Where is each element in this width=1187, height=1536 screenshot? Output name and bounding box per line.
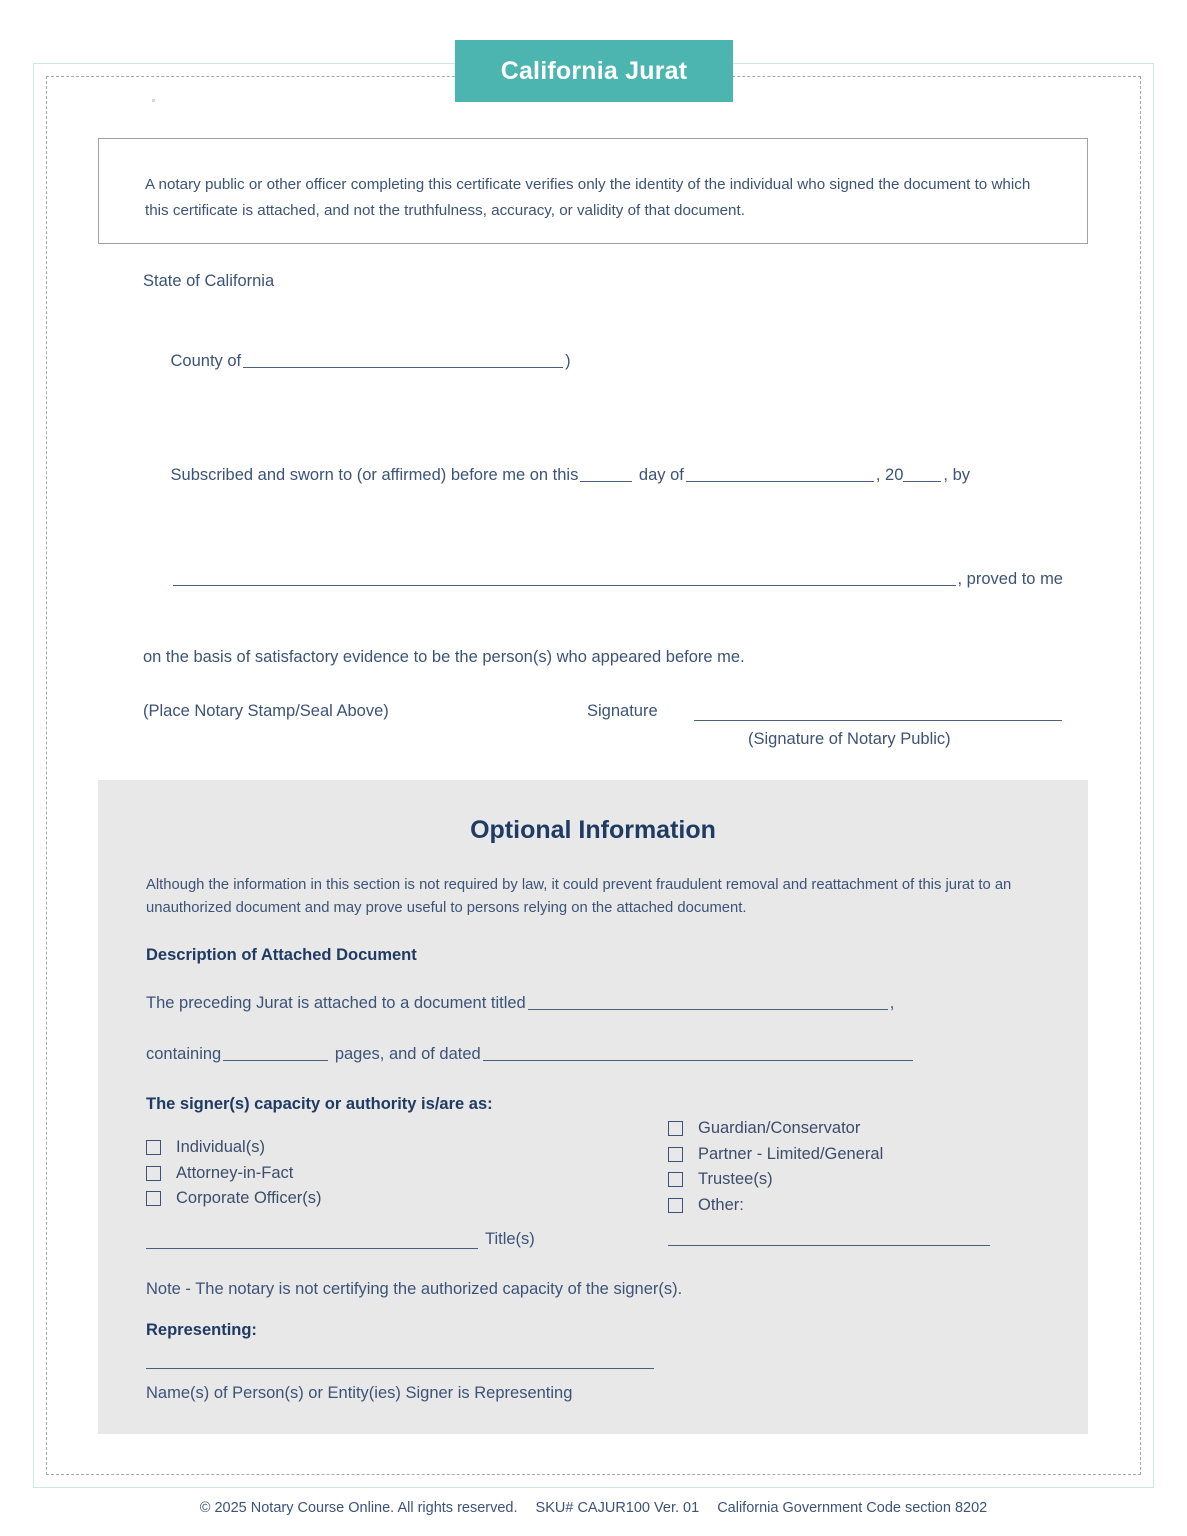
checkbox-icon[interactable] bbox=[146, 1166, 161, 1181]
certificate-body bbox=[143, 268, 1073, 670]
titles-fill-line[interactable] bbox=[146, 1233, 478, 1249]
page-footer bbox=[0, 1500, 1187, 1516]
capacity-heading: The signer(s) capacity or authority is/are as: bbox=[146, 1095, 493, 1113]
checkbox-icon[interactable] bbox=[146, 1191, 161, 1206]
capacity-option-label: Other: bbox=[698, 1195, 744, 1214]
by-text: , by bbox=[943, 466, 971, 484]
pages-fill-line[interactable] bbox=[223, 1044, 328, 1061]
footer-copyright: © 2025 Notary Course Online. All rights reserved. bbox=[199, 1500, 518, 1516]
signer-name-fill-line[interactable] bbox=[173, 569, 956, 586]
sworn-line bbox=[143, 436, 1073, 514]
representing-fill-line[interactable] bbox=[146, 1368, 654, 1369]
signature-label: Signature bbox=[587, 702, 658, 720]
basis-line: on the basis of satisfactory evidence to be the person(s) who appeared before me. bbox=[143, 648, 745, 666]
containing-pages-line bbox=[98, 1041, 1088, 1067]
capacity-option-label: Guardian/Conservator bbox=[698, 1119, 861, 1138]
footer-sku: SKU# CAJUR100 Ver. 01 bbox=[535, 1500, 700, 1516]
signature-caption: (Signature of Notary Public) bbox=[748, 730, 951, 748]
capacity-option-other[interactable] bbox=[668, 1193, 883, 1219]
notary-disclaimer-box bbox=[98, 138, 1088, 244]
title-banner bbox=[455, 40, 733, 102]
capacity-option-label: Trustee(s) bbox=[698, 1170, 773, 1189]
capacity-option-label: Individual(s) bbox=[176, 1138, 265, 1157]
title-fill-row bbox=[146, 1230, 535, 1249]
capacity-option-partner[interactable] bbox=[668, 1142, 883, 1168]
capacity-option-label: Partner - Limited/General bbox=[698, 1144, 884, 1163]
document-title-fill-line[interactable] bbox=[528, 993, 888, 1010]
scan-artifact-speck bbox=[152, 99, 155, 102]
capacity-option-corporate-officer[interactable] bbox=[146, 1186, 322, 1212]
description-of-attached-document-heading: Description of Attached Document bbox=[146, 946, 417, 964]
attached-suffix-text: , bbox=[889, 994, 895, 1012]
capacity-option-guardian-conservator[interactable] bbox=[668, 1116, 883, 1142]
notary-disclaimer-text: A notary public or other officer completing this certificate verifies only the identity of the individual who signed the document to which this certificate is attached, and not the truthfulness, accuracy, or validity of that document. bbox=[145, 176, 1031, 219]
checkbox-icon[interactable] bbox=[146, 1140, 161, 1155]
checkbox-icon[interactable] bbox=[668, 1172, 683, 1187]
year-prefix-text: , 20 bbox=[875, 466, 904, 484]
optional-information-intro: Although the information in this section is not required by law, it could prevent fraudulent removal and reattachment of this jurat to an unauthorized document and may prove useful to persons relying on the attached document. bbox=[146, 877, 1012, 916]
attached-prefix-text: The preceding Jurat is attached to a document titled bbox=[146, 994, 526, 1012]
optional-information-panel bbox=[98, 780, 1088, 1434]
county-label: County of bbox=[170, 352, 242, 370]
checkbox-icon[interactable] bbox=[668, 1198, 683, 1213]
month-fill-line[interactable] bbox=[686, 465, 874, 482]
page-title: California Jurat bbox=[500, 56, 688, 85]
optional-information-heading: Optional Information bbox=[470, 816, 716, 844]
signature-fill-line[interactable] bbox=[694, 720, 1062, 721]
capacity-left-column bbox=[146, 1135, 322, 1212]
capacity-option-label: Corporate Officer(s) bbox=[176, 1189, 322, 1208]
checkbox-icon[interactable] bbox=[668, 1147, 683, 1162]
pages-dated-text: pages, and of dated bbox=[334, 1045, 481, 1063]
signer-capacity-section bbox=[98, 1095, 1088, 1265]
attached-document-title-line bbox=[98, 990, 1088, 1016]
county-close-paren: ) bbox=[565, 352, 571, 370]
checkbox-icon[interactable] bbox=[668, 1121, 683, 1136]
capacity-option-label: Attorney-in-Fact bbox=[176, 1163, 294, 1182]
representing-heading: Representing: bbox=[146, 1321, 257, 1339]
county-line bbox=[143, 322, 1073, 400]
year-fill-line[interactable] bbox=[903, 465, 941, 482]
capacity-note: Note - The notary is not certifying the authorized capacity of the signer(s). bbox=[146, 1280, 683, 1298]
footer-code-reference: California Government Code section 8202 bbox=[717, 1500, 988, 1516]
capacity-option-individual[interactable] bbox=[146, 1135, 322, 1161]
day-fill-line[interactable] bbox=[580, 465, 632, 482]
county-fill-line[interactable] bbox=[243, 351, 563, 368]
representing-caption: Name(s) of Person(s) or Entity(ies) Signer is Representing bbox=[146, 1384, 573, 1402]
state-line: State of California bbox=[143, 272, 275, 290]
capacity-right-column bbox=[668, 1116, 883, 1218]
capacity-option-trustee[interactable] bbox=[668, 1167, 883, 1193]
day-of-text: day of bbox=[638, 466, 684, 484]
other-capacity-fill-line[interactable] bbox=[668, 1245, 990, 1246]
sworn-prefix-text: Subscribed and sworn to (or affirmed) before me on this bbox=[170, 466, 579, 484]
capacity-option-attorney-in-fact[interactable] bbox=[146, 1161, 322, 1187]
containing-text: containing bbox=[146, 1045, 222, 1063]
signer-name-line bbox=[143, 540, 1073, 618]
stamp-placement-label: (Place Notary Stamp/Seal Above) bbox=[143, 702, 389, 720]
proved-to-me-text: , proved to me bbox=[957, 570, 1063, 588]
titles-caption: Title(s) bbox=[485, 1230, 535, 1248]
dated-fill-line[interactable] bbox=[483, 1044, 913, 1061]
